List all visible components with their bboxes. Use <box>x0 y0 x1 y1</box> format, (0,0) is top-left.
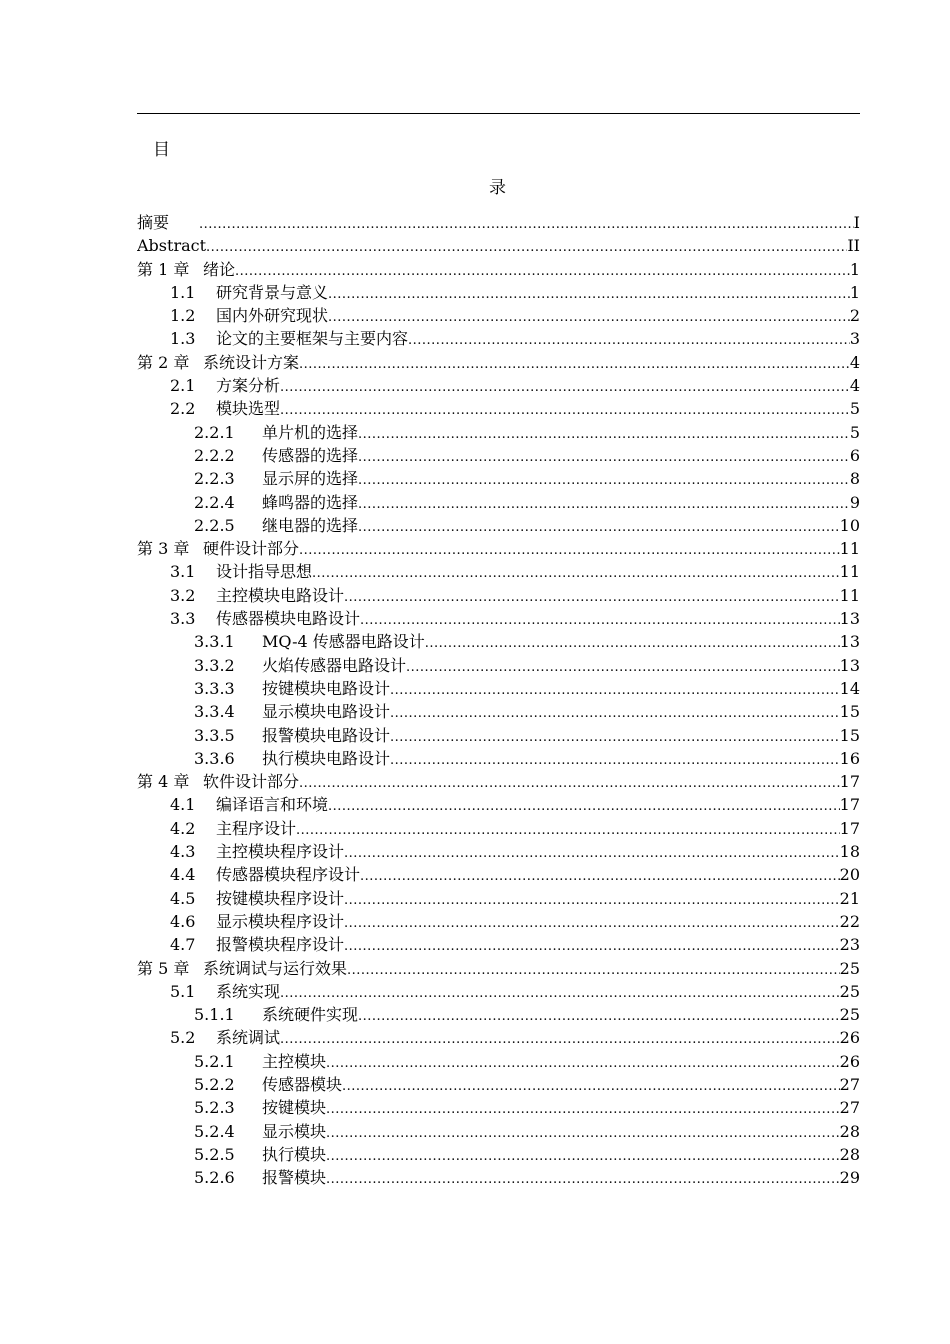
toc-entry-number: 2.2.2 <box>194 445 235 465</box>
toc-entry-page: 23 <box>839 935 860 955</box>
toc-entry-page: 13 <box>839 632 860 652</box>
toc-entry[interactable] <box>137 910 860 933</box>
toc-entry-page: 27 <box>839 1074 860 1094</box>
dot-leader <box>326 1098 840 1119</box>
toc-entry-number: 2.2.5 <box>194 515 235 535</box>
toc-entry-title: 报警模块程序设计 <box>216 935 345 955</box>
toc-entry-number: 4.7 <box>170 935 196 955</box>
toc-entry-page: 21 <box>839 888 860 908</box>
toc-entry-number: 3.3.2 <box>194 655 235 675</box>
toc-entry-page: 25 <box>839 1005 860 1025</box>
dot-leader <box>358 1005 840 1026</box>
toc-entry-title: 模块选型 <box>216 399 281 419</box>
toc-entry-page: 11 <box>839 562 860 582</box>
toc-entry-number: 第 3 章 <box>137 539 190 559</box>
toc-entry-title: 按键模块 <box>262 1098 327 1118</box>
toc-entry-page: 25 <box>839 981 860 1001</box>
toc-entry-number: 第 1 章 <box>137 259 190 279</box>
toc-entry-title: Abstract <box>137 236 207 256</box>
toc-entry[interactable] <box>137 724 860 747</box>
toc-entry-page: 15 <box>839 702 860 722</box>
dot-leader <box>358 469 850 490</box>
toc-entry-title: 国内外研究现状 <box>216 306 329 326</box>
toc-entry-page: 1 <box>849 282 860 302</box>
toc-entry-page: 15 <box>839 725 860 745</box>
toc-entry-title: 设计指导思想 <box>216 562 313 582</box>
toc-entry-page: 5 <box>849 399 860 419</box>
toc-entry-title: MQ-4 传感器电路设计 <box>262 632 425 652</box>
toc-entry[interactable] <box>137 444 860 467</box>
dot-leader <box>328 306 850 327</box>
toc-entry-title: 系统设计方案 <box>203 352 300 372</box>
toc-entry-title: 单片机的选择 <box>262 422 359 442</box>
toc-entry-title: 火焰传感器电路设计 <box>262 655 407 675</box>
toc-entry-number: 4.1 <box>170 795 196 815</box>
dot-leader <box>360 609 840 630</box>
toc-entry-page: 11 <box>839 539 860 559</box>
toc-entry-number: 5.2.5 <box>194 1144 235 1164</box>
toc-entry-page: 3 <box>849 329 860 349</box>
toc-entry[interactable] <box>137 560 860 583</box>
toc-entry-title: 方案分析 <box>216 376 281 396</box>
toc-entry-page: 9 <box>849 492 860 512</box>
toc-entry-page: 6 <box>849 445 860 465</box>
toc-entry-page: I <box>853 213 860 232</box>
toc-entry[interactable] <box>137 304 860 327</box>
toc-entry-page: 13 <box>839 609 860 629</box>
toc-entry-number: 1.3 <box>170 329 196 349</box>
toc-entry-number: 1.1 <box>170 282 196 302</box>
toc-entry-page: 22 <box>839 911 860 931</box>
toc-entry-number: 5.2.3 <box>194 1098 235 1118</box>
toc-entry[interactable] <box>137 1073 860 1096</box>
toc-entry-title: 摘要 <box>137 213 170 232</box>
toc-entry-title: 系统调试 <box>216 1028 281 1048</box>
toc-entry-number: 第 2 章 <box>137 352 190 372</box>
toc-entry[interactable] <box>137 327 860 350</box>
toc-entry[interactable] <box>137 1143 860 1166</box>
toc-entry-title: 蜂鸣器的选择 <box>262 492 359 512</box>
dot-leader <box>390 749 840 770</box>
toc-entry-page: 2 <box>849 306 860 326</box>
dot-leader <box>390 726 840 747</box>
toc-entry-title: 传感器模块电路设计 <box>216 609 361 629</box>
toc-entry-title: 软件设计部分 <box>203 772 300 792</box>
toc-entry[interactable] <box>137 514 860 537</box>
toc-entry-title: 传感器模块程序设计 <box>216 865 361 885</box>
toc-entry[interactable] <box>137 677 860 700</box>
toc-entry[interactable] <box>137 887 860 910</box>
toc-entry-number: 5.1.1 <box>194 1005 235 1025</box>
toc-entry-number: 5.2.2 <box>194 1074 235 1094</box>
toc-entry-number: 5.2.1 <box>194 1051 235 1071</box>
dot-leader <box>280 399 850 420</box>
toc-title-part1: 目 <box>153 140 170 160</box>
dot-leader <box>299 539 840 560</box>
dot-leader <box>280 982 840 1003</box>
toc-entry-number: 4.2 <box>170 818 196 838</box>
dot-leader <box>406 656 840 677</box>
dot-leader <box>358 446 850 467</box>
toc-entry-page: 17 <box>839 795 860 815</box>
dot-leader <box>199 213 854 234</box>
toc-entry[interactable] <box>137 234 860 257</box>
toc-entry-title: 继电器的选择 <box>262 515 359 535</box>
toc-entry-page: 26 <box>839 1028 860 1048</box>
toc-entry-title: 按键模块电路设计 <box>262 678 391 698</box>
toc-entry-number: 3.1 <box>170 562 196 582</box>
dot-leader <box>280 376 850 397</box>
toc-entry-page: 25 <box>839 958 860 978</box>
toc-entry-number: 5.1 <box>170 981 196 1001</box>
dot-leader <box>326 1052 840 1073</box>
toc-entry[interactable] <box>137 654 860 677</box>
toc-entry[interactable] <box>137 1096 860 1119</box>
dot-leader <box>390 679 840 700</box>
dot-leader <box>296 819 840 840</box>
toc-entry-title: 系统硬件实现 <box>262 1005 359 1025</box>
toc-entry[interactable] <box>137 863 860 886</box>
dot-leader <box>328 283 850 304</box>
toc-entry-number: 3.3.5 <box>194 725 235 745</box>
toc-entry[interactable] <box>137 281 860 304</box>
toc-entry-number: 第 4 章 <box>137 772 190 792</box>
toc-entry-page: 29 <box>839 1168 860 1188</box>
dot-leader <box>358 516 840 537</box>
toc-entry[interactable] <box>137 933 860 956</box>
toc-entry-page: 10 <box>839 515 860 535</box>
toc-entry[interactable] <box>137 374 860 397</box>
toc-entry-title: 显示模块电路设计 <box>262 702 391 722</box>
toc-entry[interactable] <box>137 421 860 444</box>
toc-entry-title: 主控模块 <box>262 1051 327 1071</box>
toc-entry-title: 硬件设计部分 <box>203 539 300 559</box>
dot-leader <box>206 236 847 257</box>
toc-entry[interactable] <box>137 537 860 560</box>
toc-entry-number: 2.2 <box>170 399 196 419</box>
toc-entry[interactable] <box>137 584 860 607</box>
toc-entry-title: 编译语言和环境 <box>216 795 329 815</box>
toc-entry-title: 显示模块程序设计 <box>216 911 345 931</box>
toc-entry-page: 17 <box>839 772 860 792</box>
dot-leader <box>299 772 840 793</box>
toc-entry[interactable] <box>137 840 860 863</box>
toc-entry[interactable] <box>137 607 860 630</box>
toc-entry-number: 3.3 <box>170 609 196 629</box>
toc-entry-number: 5.2.4 <box>194 1121 235 1141</box>
dot-leader <box>425 632 840 653</box>
toc-entry-title: 执行模块 <box>262 1144 327 1164</box>
toc-entry[interactable] <box>137 351 860 374</box>
toc-entry[interactable] <box>137 630 860 653</box>
dot-leader <box>344 912 840 933</box>
toc-entry-number: 3.2 <box>170 585 196 605</box>
toc-entry-page: 18 <box>839 842 860 862</box>
toc-entry-title: 显示模块 <box>262 1121 327 1141</box>
dot-leader <box>358 423 850 444</box>
toc-entry-page: II <box>847 236 860 256</box>
toc-entry-number: 3.3.3 <box>194 678 235 698</box>
toc-entry-number: 5.2 <box>170 1028 196 1048</box>
toc-entry[interactable] <box>137 1026 860 1049</box>
toc-entry-page: 28 <box>839 1144 860 1164</box>
dot-leader <box>390 702 840 723</box>
toc-entry-number: 2.1 <box>170 376 196 396</box>
toc-entry-number: 2.2.1 <box>194 422 235 442</box>
toc-entry[interactable] <box>137 817 860 840</box>
toc-entry-title: 传感器模块 <box>262 1074 343 1094</box>
toc-entry-number: 4.5 <box>170 888 196 908</box>
toc-entry-number: 5.2.6 <box>194 1168 235 1188</box>
toc-entry-number: 2.2.4 <box>194 492 235 512</box>
toc-entry-page: 13 <box>839 655 860 675</box>
dot-leader <box>344 935 840 956</box>
toc-entry-page: 4 <box>849 376 860 396</box>
toc-entry-page: 20 <box>839 865 860 885</box>
toc-entry-number: 1.2 <box>170 306 196 326</box>
toc-entry-number: 3.3.1 <box>194 632 235 652</box>
dot-leader <box>358 493 850 514</box>
toc-entry[interactable] <box>137 793 860 816</box>
toc-entry[interactable] <box>137 467 860 490</box>
dot-leader <box>326 1145 840 1166</box>
dot-leader <box>312 562 840 583</box>
toc-entry-title: 执行模块电路设计 <box>262 748 391 768</box>
toc-entry-title: 主控模块程序设计 <box>216 842 345 862</box>
toc-entry-page: 4 <box>849 352 860 372</box>
table-of-contents <box>137 211 860 1189</box>
toc-entry-number: 4.4 <box>170 865 196 885</box>
toc-entry[interactable] <box>137 1003 860 1026</box>
toc-entry-page: 26 <box>839 1051 860 1071</box>
toc-entry-page: 11 <box>839 585 860 605</box>
toc-entry-page: 14 <box>839 678 860 698</box>
toc-entry-title: 论文的主要框架与主要内容 <box>216 329 409 349</box>
toc-entry[interactable] <box>137 258 860 281</box>
toc-entry-title: 系统实现 <box>216 981 281 1001</box>
toc-entry[interactable] <box>137 1120 860 1143</box>
toc-entry[interactable] <box>137 770 860 793</box>
dot-leader <box>280 1028 840 1049</box>
toc-entry-title: 传感器的选择 <box>262 445 359 465</box>
toc-entry-title: 报警模块电路设计 <box>262 725 391 745</box>
toc-entry[interactable] <box>137 700 860 723</box>
toc-entry[interactable] <box>137 1166 860 1189</box>
toc-entry-number: 4.3 <box>170 842 196 862</box>
toc-entry-page: 16 <box>839 748 860 768</box>
toc-entry-title: 显示屏的选择 <box>262 469 359 489</box>
header-rule <box>137 113 860 114</box>
toc-entry[interactable] <box>137 397 860 420</box>
dot-leader <box>326 1122 840 1143</box>
dot-leader <box>326 1168 840 1189</box>
toc-entry-title: 按键模块程序设计 <box>216 888 345 908</box>
dot-leader <box>360 865 840 886</box>
toc-entry-number: 3.3.4 <box>194 702 235 722</box>
toc-entry-page: 5 <box>849 422 860 442</box>
toc-entry-number: 2.2.3 <box>194 469 235 489</box>
toc-entry-page: 17 <box>839 818 860 838</box>
toc-entry-number: 第 5 章 <box>137 958 190 978</box>
toc-entry-title: 系统调试与运行效果 <box>203 958 348 978</box>
toc-title-part2: 录 <box>489 178 506 198</box>
dot-leader <box>328 795 840 816</box>
toc-entry[interactable] <box>137 957 860 980</box>
toc-entry[interactable] <box>137 747 860 770</box>
dot-leader <box>344 586 840 607</box>
toc-entry-number: 4.6 <box>170 911 196 931</box>
toc-entry-title: 主程序设计 <box>216 818 297 838</box>
toc-entry-page: 28 <box>839 1121 860 1141</box>
toc-entry-title: 主控模块电路设计 <box>216 585 345 605</box>
dot-leader <box>344 889 840 910</box>
toc-entry-number: 3.3.6 <box>194 748 235 768</box>
dot-leader <box>347 959 840 980</box>
toc-entry-page: 27 <box>839 1098 860 1118</box>
toc-entry-page: 8 <box>849 469 860 489</box>
toc-entry-title: 报警模块 <box>262 1168 327 1188</box>
toc-entry[interactable] <box>137 1050 860 1073</box>
toc-entry-title: 绪论 <box>203 259 236 279</box>
dot-leader <box>408 329 850 350</box>
dot-leader <box>342 1075 840 1096</box>
dot-leader <box>344 842 840 863</box>
toc-entry[interactable] <box>137 211 860 234</box>
dot-leader <box>235 260 850 281</box>
toc-entry[interactable] <box>137 491 860 514</box>
toc-entry-page: 1 <box>849 259 860 279</box>
dot-leader <box>299 353 850 374</box>
toc-entry[interactable] <box>137 980 860 1003</box>
toc-entry-title: 研究背景与意义 <box>216 282 329 302</box>
